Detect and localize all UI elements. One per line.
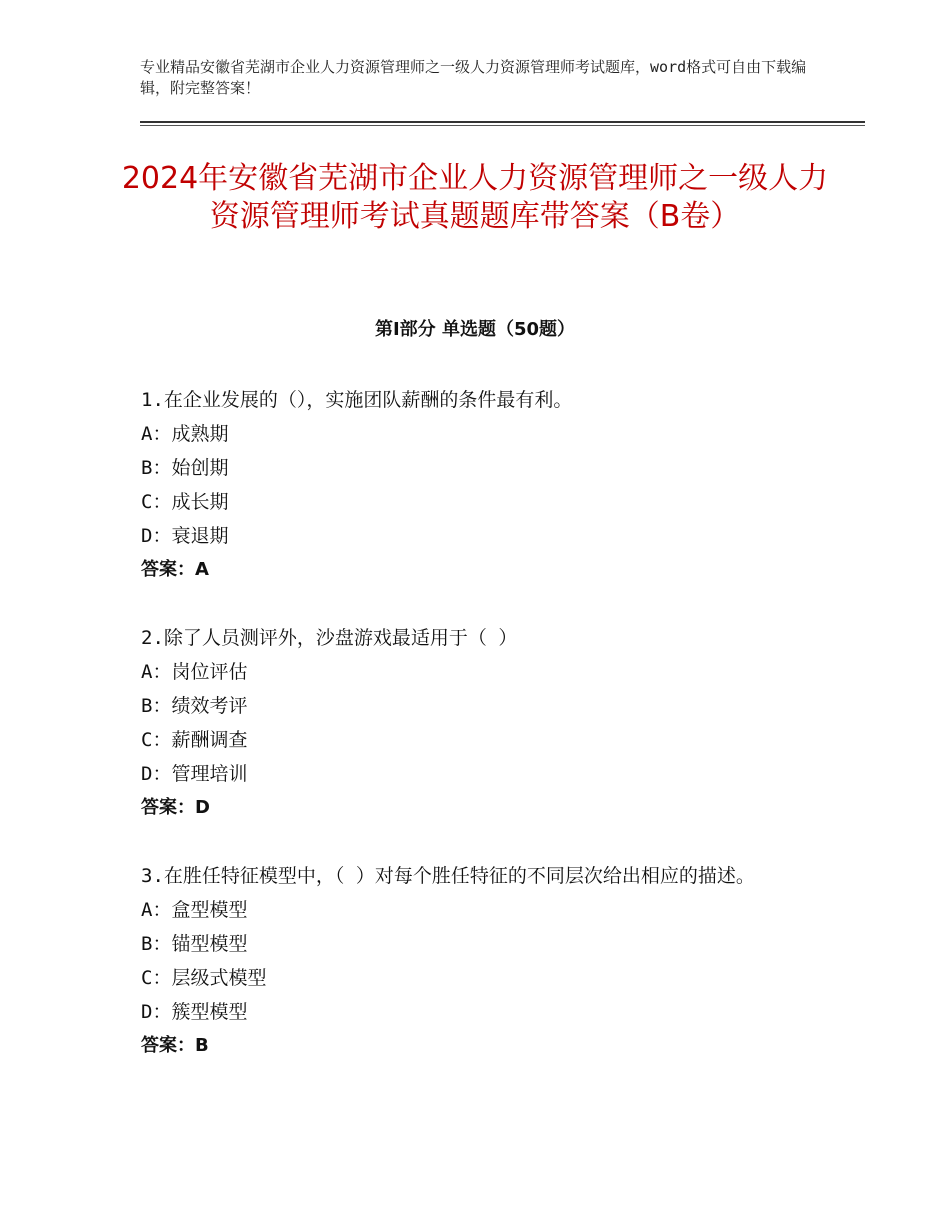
question-3 — [141, 859, 821, 1063]
option-b: B：绩效考评 — [141, 695, 248, 717]
option-c: C：层级式模型 — [141, 967, 267, 989]
question-list — [141, 383, 821, 1097]
option-b: B：始创期 — [141, 457, 229, 479]
option-d: D：衰退期 — [141, 525, 229, 547]
question-stem: 1.在企业发展的（），实施团队薪酬的条件最有利。 — [141, 389, 573, 411]
option-d: D：簇型模型 — [141, 1001, 248, 1023]
option-a: A：岗位评估 — [141, 661, 248, 683]
question-2 — [141, 621, 821, 825]
option-a: A：盒型模型 — [141, 899, 248, 921]
option-c: C：薪酬调查 — [141, 729, 248, 751]
answer-line: 答案：B — [141, 1035, 209, 1056]
question-1 — [141, 383, 821, 587]
option-b: B：锚型模型 — [141, 933, 248, 955]
option-a: A：成熟期 — [141, 423, 229, 445]
header-divider-thick — [140, 121, 865, 123]
question-stem: 2.除了人员测评外，沙盘游戏最适用于（ ） — [141, 627, 518, 649]
option-d: D：管理培训 — [141, 763, 248, 785]
answer-line: 答案：A — [141, 559, 209, 580]
section-title: 第Ⅰ部分 单选题（50题） — [374, 319, 575, 340]
option-c: C：成长期 — [141, 491, 229, 513]
header-note: 专业精品安徽省芜湖市企业人力资源管理师之一级人力资源管理师考试题库，word格式可自由下载编辑，附完整答案！ — [140, 58, 807, 97]
question-stem: 3.在胜任特征模型中，（ ）对每个胜任特征的不同层次给出相应的描述。 — [141, 865, 755, 887]
answer-line: 答案：D — [141, 797, 210, 818]
header-divider-thin — [140, 125, 865, 126]
document-title: 2024年安徽省芜湖市企业人力资源管理师之一级人力资源管理师考试真题题库带答案（B卷） — [121, 161, 829, 234]
